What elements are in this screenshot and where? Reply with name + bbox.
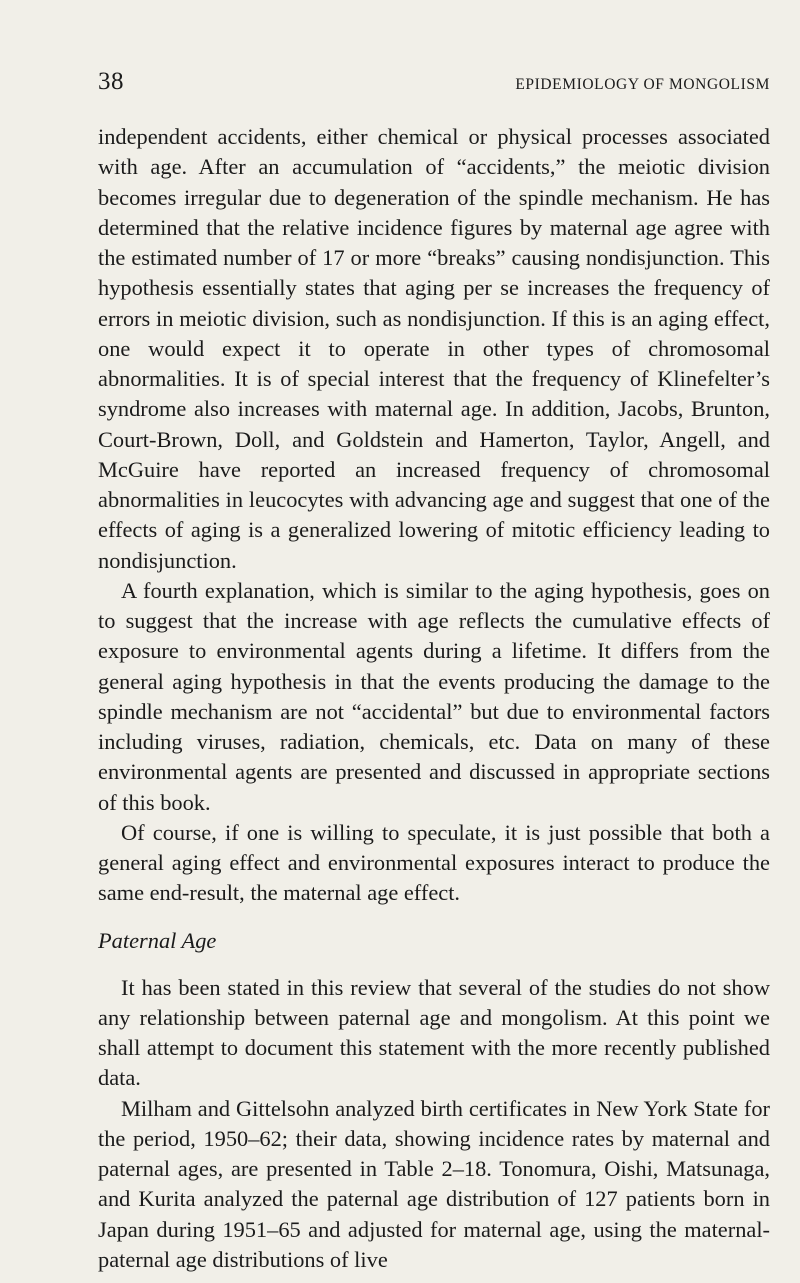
paragraph-speculation: Of course, if one is willing to speculate, it is just possible that both a general aging effect and environmental exposures interact to produce the same end-result, the maternal age effect. — [98, 819, 770, 906]
paragraph-paternal-review: It has been stated in this review that several of the studies do not show any relationship between paternal age and mongolism. At this point we shall attempt to document this statement with the more recently published data. — [98, 974, 770, 1091]
paragraph-fourth-explanation: A fourth explanation, which is similar to the aging hypothesis, goes on to suggest that the increase with age reflects the cumulative effects of exposure to environmental agents during a lifetime. It differs from the general aging hypothesis in that the events producing the damage to the spindle mechanism are not “accidental” but due to environmental factors including viruses, radiation, chemicals, etc. Data on many of these environmental agents are presented and discussed in appropriate sections of this book. — [98, 577, 770, 815]
section-heading-paternal-age: Paternal Age — [98, 927, 217, 953]
body-text — [98, 122, 770, 1275]
running-head: EPIDEMIOLOGY OF MONGOLISM — [515, 76, 770, 93]
paragraph-milham-gittelsohn: Milham and Gittelsohn analyzed birth certificates in New York State for the period, 1950–62; their data, showing incidence rates by maternal and paternal ages, are presented in Table 2–18. Tonomura, Oishi, Matsunaga, and Kurita analyzed the paternal age distribution of 127 patients born in Japan during 1951–65 and adjusted for maternal age, using the maternal-paternal age distributions of live — [98, 1095, 770, 1272]
page-header — [98, 68, 770, 110]
page-number: 38 — [98, 68, 124, 95]
paragraph-aging-hypothesis: independent accidents, either chemical or physical processes associated with age. After an accumulation of “accidents,” the meiotic division becomes irregular due to degeneration of the spindle mechanism. He has determined that the relative incidence figures by maternal age agree with the estimated number of 17 or more “breaks” causing nondisjunction. This hypothesis essentially states that aging per se increases the frequency of errors in meiotic division, such as nondisjunction. If this is an aging effect, one would expect it to operate in other types of chromosomal abnormalities. It is of special interest that the frequency of Klinefelter’s syndrome also increases with maternal age. In addition, Jacobs, Brunton, Court-Brown, Doll, and Goldstein and Hamerton, Taylor, Angell, and McGuire have reported an increased frequency of chromosomal abnormalities in leucocytes with advancing age and suggest that one of the effects of aging is a generalized lowering of mitotic efficiency leading to nondisjunction. — [98, 124, 770, 573]
